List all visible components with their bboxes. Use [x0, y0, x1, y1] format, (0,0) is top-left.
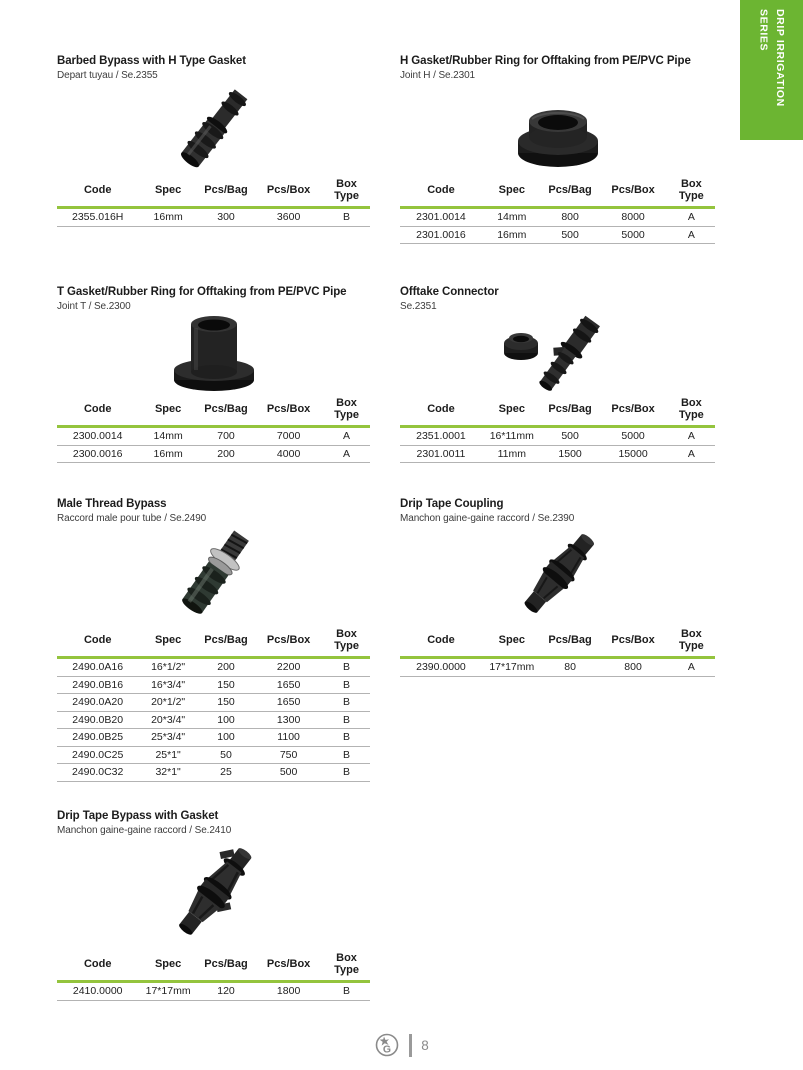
spec-table	[57, 626, 370, 782]
table-cell: 17*17mm	[482, 658, 542, 677]
column-header: Spec	[138, 395, 197, 427]
table-cell: A	[323, 445, 370, 463]
table-cell: 300	[198, 208, 254, 227]
table-cell: 500	[542, 226, 599, 244]
table-cell: 7000	[254, 427, 323, 446]
table-header-row	[400, 395, 715, 427]
table-cell: 50	[198, 746, 254, 764]
column-header: Box Type	[323, 626, 370, 658]
column-header: Box Type	[323, 395, 370, 427]
table-cell: 200	[198, 445, 254, 463]
table-cell: 1650	[254, 694, 323, 712]
product-section-t-gasket	[57, 286, 370, 463]
table-header-row	[57, 626, 370, 658]
table-cell: 1800	[254, 982, 323, 1001]
table-cell: B	[323, 676, 370, 694]
table-cell: A	[668, 208, 715, 227]
table-cell: 150	[198, 694, 254, 712]
column-header: Pcs/Box	[254, 395, 323, 427]
table-cell: 800	[542, 208, 599, 227]
table-cell: 1650	[254, 676, 323, 694]
column-header: Spec	[482, 395, 542, 427]
table-cell: A	[323, 427, 370, 446]
table-cell: 80	[542, 658, 599, 677]
column-header: Pcs/Bag	[198, 950, 254, 982]
page-footer	[0, 1032, 803, 1058]
table-cell: 16*3/4"	[138, 676, 197, 694]
column-header: Box Type	[323, 176, 370, 208]
product-subtitle: Se.2351	[400, 301, 437, 312]
table-cell: 200	[198, 658, 254, 677]
table-cell: 150	[198, 676, 254, 694]
product-subtitle: Raccord male pour tube / Se.2490	[57, 513, 207, 524]
table-cell: A	[668, 658, 715, 677]
product-title: H Gasket/Rubber Ring for Offtaking from PE/PVC Pipe	[400, 55, 691, 67]
table-row	[400, 208, 715, 227]
product-section-drip-tape-bypass	[57, 810, 370, 1001]
table-cell: 16mm	[138, 445, 197, 463]
table-cell: B	[323, 711, 370, 729]
column-header: Pcs/Box	[598, 626, 667, 658]
table-row	[400, 427, 715, 446]
column-header: Code	[57, 395, 138, 427]
table-cell: 25	[198, 764, 254, 782]
offtake-connector-photo	[400, 312, 715, 395]
table-cell: 14mm	[482, 208, 542, 227]
product-section-h-gasket	[400, 55, 715, 244]
table-cell: 16mm	[482, 226, 542, 244]
column-header: Pcs/Bag	[542, 395, 599, 427]
spec-table	[400, 395, 715, 463]
table-cell: A	[668, 445, 715, 463]
leaf-g-logo	[374, 1032, 400, 1058]
table-cell: 800	[598, 658, 667, 677]
spec-table	[57, 395, 370, 463]
column-header: Code	[400, 395, 482, 427]
table-row	[400, 226, 715, 244]
product-subtitle: Joint H / Se.2301	[400, 70, 476, 81]
table-cell: 2200	[254, 658, 323, 677]
column-header: Spec	[138, 626, 197, 658]
table-cell: 25*3/4"	[138, 729, 197, 747]
table-cell: 2390.0000	[400, 658, 482, 677]
product-section-drip-tape-coupling	[400, 498, 715, 677]
column-header: Pcs/Box	[254, 626, 323, 658]
table-cell: 2301.0016	[400, 226, 482, 244]
table-cell: 2351.0001	[400, 427, 482, 446]
table-header-row	[57, 950, 370, 982]
table-row	[57, 208, 370, 227]
page-number: 8	[421, 1037, 429, 1053]
table-cell: 17*17mm	[138, 982, 197, 1001]
table-cell: 4000	[254, 445, 323, 463]
column-header: Pcs/Box	[598, 176, 667, 208]
column-header: Spec	[138, 176, 197, 208]
drip-tape-coupling-photo	[400, 524, 715, 626]
table-cell: 16*11mm	[482, 427, 542, 446]
product-title: Drip Tape Coupling	[400, 498, 504, 510]
table-cell: 2490.0A16	[57, 658, 138, 677]
table-row	[57, 729, 370, 747]
product-subtitle: Depart tuyau / Se.2355	[57, 70, 158, 81]
table-header-row	[57, 176, 370, 208]
series-tab	[740, 0, 803, 140]
table-cell: 750	[254, 746, 323, 764]
column-header: Pcs/Box	[598, 395, 667, 427]
table-cell: 5000	[598, 226, 667, 244]
table-cell: 16mm	[138, 208, 197, 227]
table-cell: 1500	[542, 445, 599, 463]
product-subtitle: Manchon gaine-gaine raccord / Se.2410	[57, 825, 232, 836]
column-header: Pcs/Box	[254, 950, 323, 982]
table-cell: 2490.0A20	[57, 694, 138, 712]
column-header: Code	[57, 176, 138, 208]
table-cell: 2301.0014	[400, 208, 482, 227]
table-cell: 16*1/2"	[138, 658, 197, 677]
table-cell: 15000	[598, 445, 667, 463]
table-cell: 2301.0011	[400, 445, 482, 463]
column-header: Code	[400, 626, 482, 658]
table-cell: 1100	[254, 729, 323, 747]
table-cell: 20*1/2"	[138, 694, 197, 712]
product-title: T Gasket/Rubber Ring for Offtaking from PE/PVC Pipe	[57, 286, 347, 298]
product-section-offtake-connector	[400, 286, 715, 463]
table-cell: 500	[542, 427, 599, 446]
table-cell: 500	[254, 764, 323, 782]
spec-table	[400, 176, 715, 244]
table-header-row	[57, 395, 370, 427]
table-cell: 2490.0B16	[57, 676, 138, 694]
column-header: Box Type	[323, 950, 370, 982]
spec-table	[400, 626, 715, 677]
table-cell: B	[323, 746, 370, 764]
table-cell: 100	[198, 711, 254, 729]
table-row	[57, 694, 370, 712]
table-cell: 8000	[598, 208, 667, 227]
table-row	[57, 746, 370, 764]
series-tab-line1: DRIP IRRIGATION	[774, 9, 786, 107]
t-gasket-photo	[57, 312, 370, 395]
footer-divider	[409, 1034, 412, 1057]
table-row	[57, 658, 370, 677]
table-cell: B	[323, 694, 370, 712]
column-header: Spec	[482, 626, 542, 658]
series-tab-line2: SERIES	[757, 9, 770, 52]
table-cell: 700	[198, 427, 254, 446]
column-header: Pcs/Box	[254, 176, 323, 208]
table-cell: 2490.0B25	[57, 729, 138, 747]
table-cell: B	[323, 764, 370, 782]
table-cell: 3600	[254, 208, 323, 227]
table-cell: 2410.0000	[57, 982, 138, 1001]
table-cell: 25*1"	[138, 746, 197, 764]
drip-tape-bypass-photo	[57, 836, 370, 950]
column-header: Code	[57, 950, 138, 982]
series-tab-label	[755, 9, 788, 137]
table-row	[57, 711, 370, 729]
table-row	[400, 445, 715, 463]
product-subtitle: Joint T / Se.2300	[57, 301, 131, 312]
table-cell: 1300	[254, 711, 323, 729]
column-header: Spec	[138, 950, 197, 982]
product-section-barbed-bypass	[57, 55, 370, 227]
table-cell: 5000	[598, 427, 667, 446]
logo-letter: G	[383, 1043, 392, 1056]
column-header: Pcs/Bag	[198, 626, 254, 658]
column-header: Pcs/Bag	[542, 176, 599, 208]
table-cell: 120	[198, 982, 254, 1001]
column-header: Code	[400, 176, 482, 208]
table-cell: 2300.0014	[57, 427, 138, 446]
table-cell: 11mm	[482, 445, 542, 463]
column-header: Box Type	[668, 176, 715, 208]
table-cell: A	[668, 427, 715, 446]
table-row	[57, 764, 370, 782]
table-row	[400, 658, 715, 677]
column-header: Box Type	[668, 626, 715, 658]
table-row	[57, 445, 370, 463]
table-cell: 20*3/4"	[138, 711, 197, 729]
column-header: Box Type	[668, 395, 715, 427]
male-thread-bypass-photo	[57, 524, 370, 626]
table-cell: 14mm	[138, 427, 197, 446]
table-cell: B	[323, 982, 370, 1001]
product-title: Offtake Connector	[400, 286, 499, 298]
table-row	[57, 982, 370, 1001]
table-cell: 32*1"	[138, 764, 197, 782]
table-cell: B	[323, 208, 370, 227]
table-cell: 2355.016H	[57, 208, 138, 227]
spec-table	[57, 176, 370, 227]
table-row	[57, 676, 370, 694]
product-title: Drip Tape Bypass with Gasket	[57, 810, 219, 822]
product-title: Male Thread Bypass	[57, 498, 167, 510]
table-header-row	[400, 626, 715, 658]
table-header-row	[400, 176, 715, 208]
product-title: Barbed Bypass with H Type Gasket	[57, 55, 246, 67]
spec-table	[57, 950, 370, 1001]
product-section-male-thread-bypass	[57, 498, 370, 782]
column-header: Spec	[482, 176, 542, 208]
column-header: Pcs/Bag	[542, 626, 599, 658]
table-cell: B	[323, 658, 370, 677]
table-cell: 2490.0C25	[57, 746, 138, 764]
product-subtitle: Manchon gaine-gaine raccord / Se.2390	[400, 513, 575, 524]
table-row	[57, 427, 370, 446]
table-cell: B	[323, 729, 370, 747]
column-header: Pcs/Bag	[198, 176, 254, 208]
table-cell: 2490.0C32	[57, 764, 138, 782]
table-cell: 100	[198, 729, 254, 747]
column-header: Pcs/Bag	[198, 395, 254, 427]
table-cell: 2490.0B20	[57, 711, 138, 729]
barbed-bypass-photo	[57, 81, 370, 176]
column-header: Code	[57, 626, 138, 658]
h-gasket-photo	[400, 81, 715, 176]
table-cell: A	[668, 226, 715, 244]
table-cell: 2300.0016	[57, 445, 138, 463]
